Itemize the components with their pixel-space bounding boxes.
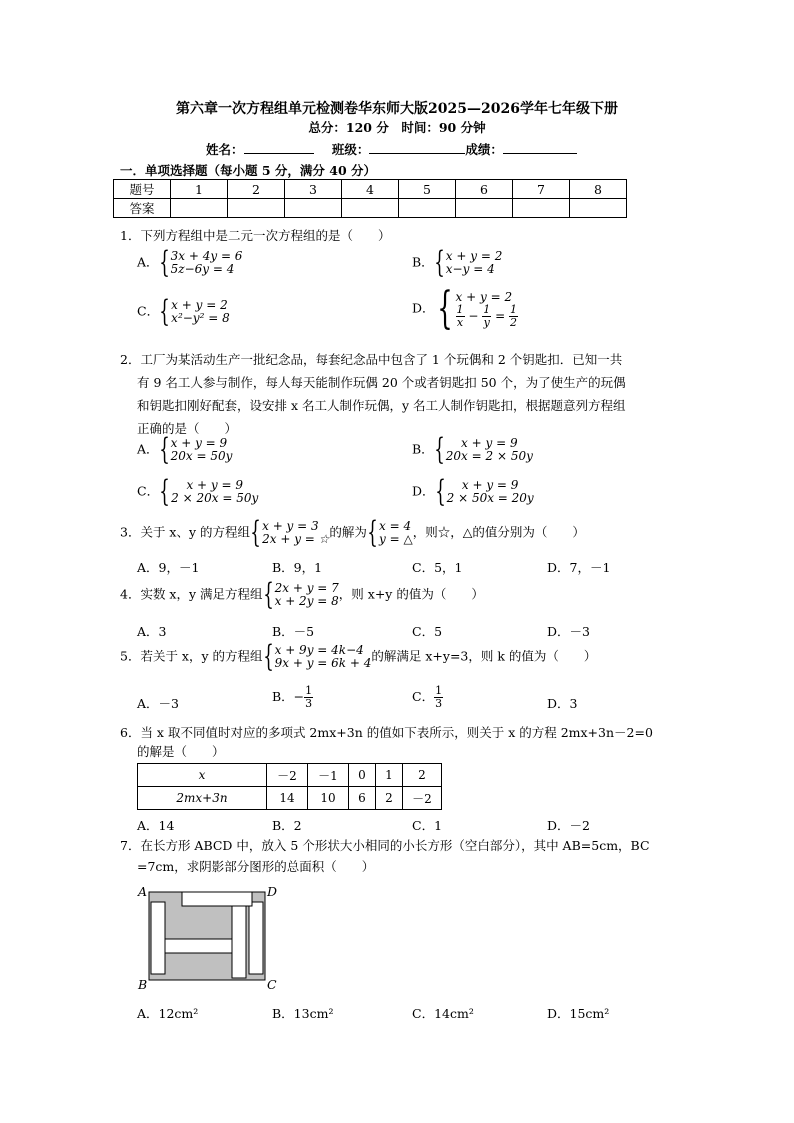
q4-option-b[interactable]: B．－5 <box>272 624 315 639</box>
answer-cell[interactable] <box>228 199 285 218</box>
small-rectangle-right <box>249 902 263 974</box>
q7-stem: 7．在长方形 ABCD 中，放入 5 个形状大小相同的小长方形（空白部分），其中 AB=5cm，BC =7cm，求阴影部分图形的总面积（ ） <box>120 838 650 874</box>
answer-table-header-row <box>114 180 627 199</box>
fraction-equation: $\frac{1}{x}$ − $\frac{1}{y}$ = $\frac{1}{2}$ <box>456 302 517 329</box>
q5-stem: 5．若关于 x，y 的方程组 { x + 9y = 4k−4 9x + y = 6k + 4 的解满足 x+y=3，则 k 的值为（ ） <box>120 639 597 674</box>
small-rectangle-top <box>182 892 252 906</box>
answer-cell[interactable] <box>171 199 228 218</box>
q1-option-c[interactable]: C． { x + y = 2 x²−y² = 8 <box>137 294 230 329</box>
table-row-label: 题号 <box>114 180 171 199</box>
q3-option-a[interactable]: A．9，－1 <box>137 560 200 575</box>
q2-option-b[interactable]: B． { x + y = 9 20x = 2 × 50y <box>412 432 533 467</box>
q6-option-b[interactable]: B．2 <box>272 818 302 833</box>
q2-option-d[interactable]: D． { x + y = 9 2 × 50x = 20y <box>412 474 534 509</box>
score-label: 成绩： <box>465 142 503 157</box>
table-row: 2mx+3n 14 10 6 2 －2 <box>138 787 442 810</box>
q7-option-d[interactable]: D．15cm² <box>547 1006 610 1021</box>
equation: 3x + 4y = 6 <box>170 249 243 263</box>
small-rectangle-inner <box>232 906 246 978</box>
section-heading: 一．单项选择题（每小题 5 分，满分 40 分） <box>120 163 377 178</box>
equation: x−y = 4 <box>445 262 495 276</box>
q2-option-a[interactable]: A． { x + y = 9 20x = 50y <box>137 432 233 467</box>
class-label: 班级： <box>331 142 370 157</box>
q6-stem: 6．当 x 取不同值时对应的多项式 2mx+3n 的值如下表所示，则关于 x 的方程 2mx+3n－2=0 的解是（ ） <box>120 725 653 759</box>
answer-cell[interactable] <box>342 199 399 218</box>
q3-option-b[interactable]: B．9，1 <box>272 560 323 575</box>
answer-cell[interactable] <box>399 199 456 218</box>
answer-cell[interactable] <box>513 199 570 218</box>
question-number: 2 <box>228 180 285 199</box>
small-rectangle-middle <box>165 939 232 953</box>
q6-option-c[interactable]: C．1 <box>412 818 443 833</box>
answer-row <box>114 199 627 218</box>
q1-option-b[interactable]: B． { x + y = 2 x−y = 4 <box>412 245 503 280</box>
q1-stem: 1．下列方程组中是二元一次方程组的是（ ） <box>120 228 391 243</box>
answer-table <box>113 179 627 218</box>
q6-option-d[interactable]: D．－2 <box>547 818 590 833</box>
q5-option-c[interactable]: C． $\frac{1}{3}$ <box>412 684 443 710</box>
q3-stem: 3．关于 x、y 的方程组 { x + y = 3 2x + y = ☆ 的解为 { x = 4 y = △ ，则☆，△的值分别为（ ） <box>120 515 585 550</box>
vertex-label-d: D <box>267 884 278 899</box>
equation: 5z−6y = 4 <box>170 262 235 276</box>
q4-option-a[interactable]: A．3 <box>137 624 167 639</box>
name-label: 姓名： <box>206 142 244 157</box>
q4-option-c[interactable]: C．5 <box>412 624 443 639</box>
equation: x + y = 2 <box>445 249 503 263</box>
vertex-label-c: C <box>267 977 277 992</box>
answer-cell[interactable] <box>570 199 627 218</box>
equation: x²−y² = 8 <box>171 311 230 325</box>
q4-option-d[interactable]: D．－3 <box>547 624 590 639</box>
q7-option-b[interactable]: B．13cm² <box>272 1006 334 1021</box>
question-number: 3 <box>285 180 342 199</box>
name-blank[interactable] <box>244 141 314 154</box>
vertex-label-a: A <box>138 884 148 899</box>
q3-option-c[interactable]: C．5，1 <box>412 560 463 575</box>
q7-option-c[interactable]: C．14cm² <box>412 1006 474 1021</box>
exam-meta: 总分：120 分 时间：90 分钟 <box>308 120 486 135</box>
q1-option-a[interactable]: A． { 3x + 4y = 6 5z−6y = 4 <box>137 245 243 280</box>
q1-option-d[interactable]: D． { x + y = 2 $\frac{1}{x}$ − $\frac{1}{y}$ = $\frac{1}{2}$ <box>412 283 517 334</box>
class-blank[interactable] <box>369 141 465 154</box>
q2-option-c[interactable]: C． { x + y = 9 2 × 20x = 50y <box>137 474 259 509</box>
score-blank[interactable] <box>503 141 577 154</box>
q2-stem: 2．工厂为某活动生产一批纪念品，每套纪念品中包含了 1 个玩偶和 2 个钥匙扣．已知一共 有 9 名工人参与制作，每人每天能制作玩偶 20 个或者钥匙扣 50 个，为了使生产的玩偶 和钥匙扣刚好配套，设安排 x 名工人制作玩偶，y 名工人制作钥匙扣，根据题意列方程组 正确的是（ ） <box>120 352 626 436</box>
table-row: x －2 －1 0 1 2 <box>138 764 442 787</box>
q5-option-a[interactable]: A．－3 <box>137 696 179 711</box>
q7-option-a[interactable]: A．12cm² <box>137 1006 199 1021</box>
q6-option-a[interactable]: A．14 <box>137 818 175 833</box>
question-number: 5 <box>399 180 456 199</box>
q6-value-table <box>137 763 442 810</box>
q4-stem: 4．实数 x，y 满足方程组 { 2x + y = 7 x + 2y = 8 ，则 x+y 的值为（ ） <box>120 577 484 612</box>
student-info-row <box>206 140 577 158</box>
question-number: 7 <box>513 180 570 199</box>
table-row-label: 答案 <box>114 199 171 218</box>
page-title: 第六章一次方程组单元检测卷华东师大版2025—2026学年七年级下册 <box>176 101 618 117</box>
q5-option-d[interactable]: D．3 <box>547 696 578 711</box>
equation: x + y = 2 <box>455 289 513 304</box>
answer-cell[interactable] <box>285 199 342 218</box>
q3-option-d[interactable]: D．7，－1 <box>547 560 611 575</box>
rectangle-diagram <box>148 888 268 988</box>
equation: x + y = 2 <box>171 298 228 312</box>
q5-option-b[interactable]: B．− $\frac{1}{3}$ <box>272 684 313 710</box>
vertex-label-b: B <box>138 977 148 992</box>
small-rectangle-left <box>151 902 165 974</box>
answer-cell[interactable] <box>456 199 513 218</box>
question-number: 6 <box>456 180 513 199</box>
question-number: 4 <box>342 180 399 199</box>
question-number: 8 <box>570 180 627 199</box>
question-number: 1 <box>171 180 228 199</box>
